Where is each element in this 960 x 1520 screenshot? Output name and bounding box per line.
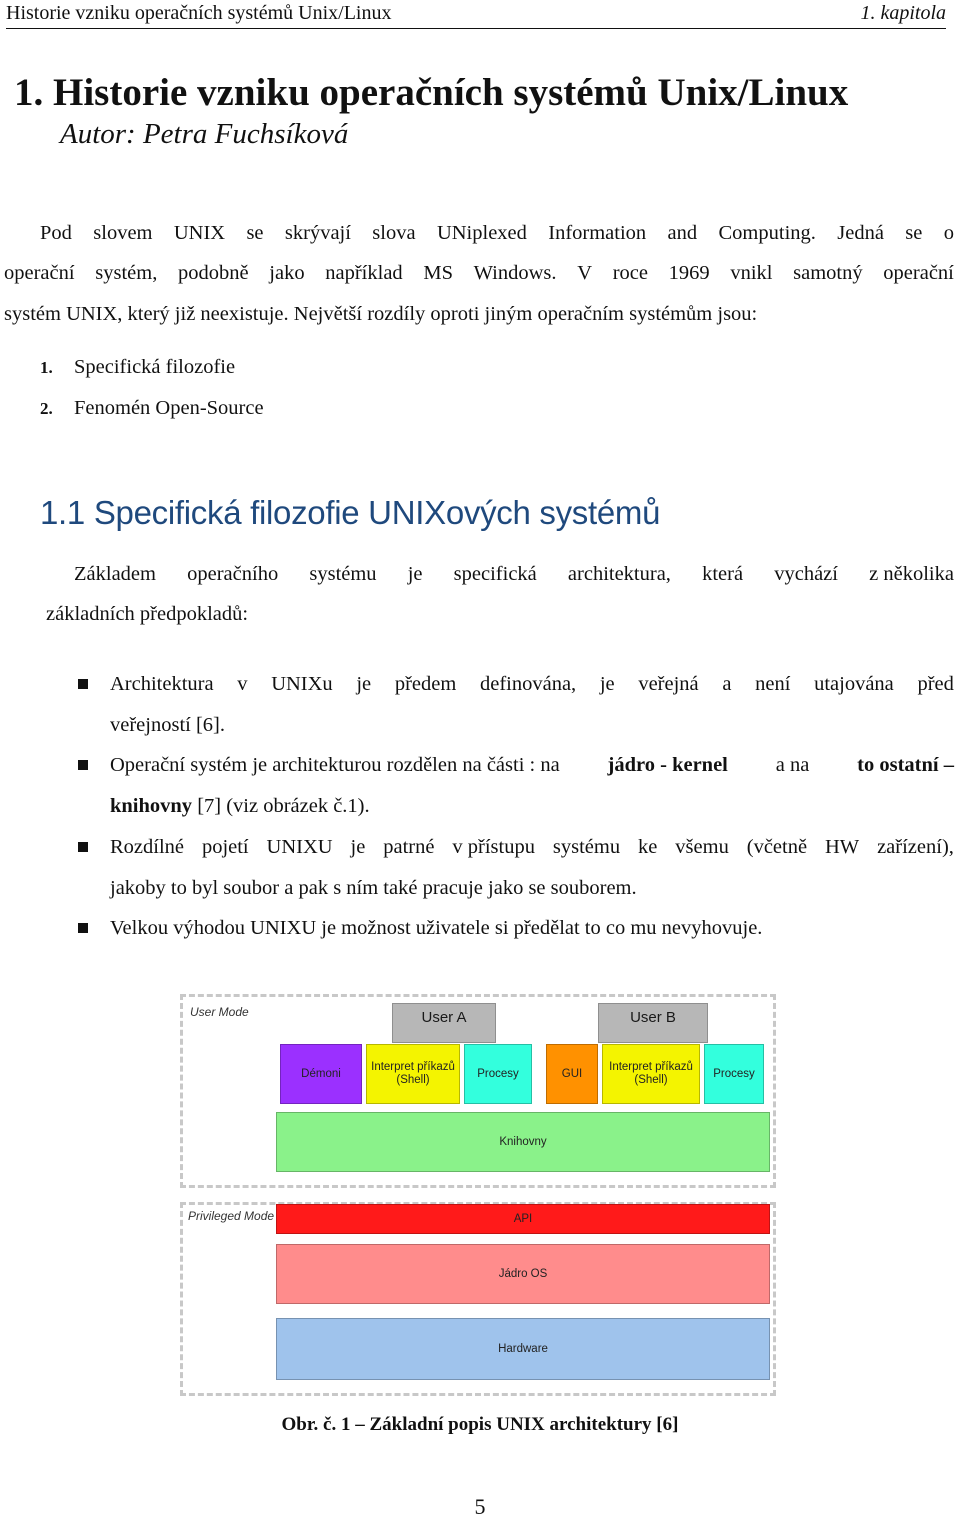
word: UNIXu (271, 673, 333, 695)
kernel-block: Jádro OS (276, 1244, 770, 1304)
word: UNIX (173, 222, 226, 244)
bullet-2-text: a na (775, 754, 810, 776)
word: je (350, 836, 366, 858)
bullet-3-line-2: jakoby to byl soubor a pak s ním také pracuje jako se souborem. (110, 877, 637, 899)
word: patrné (383, 836, 435, 858)
word: Rozdílné (110, 836, 185, 858)
intro-line-1 (40, 222, 954, 245)
bullet-2-line-2 (110, 795, 370, 818)
word: Jedná (837, 222, 884, 244)
word: slovem (93, 222, 153, 244)
word: například (325, 262, 403, 284)
daemons-block: Démoni (280, 1044, 362, 1104)
header-chapter: 1. kapitola (860, 2, 946, 24)
word: V (577, 262, 593, 284)
word: operační (883, 262, 954, 284)
word: před (917, 673, 954, 695)
word: HW (825, 836, 860, 858)
word: veřejná (638, 673, 699, 695)
word: jako (269, 262, 305, 284)
word: je (356, 673, 372, 695)
shell-b-block: Interpret příkazů (Shell) (602, 1044, 700, 1104)
word: pojetí (201, 836, 249, 858)
bullet-2-line-1 (110, 754, 954, 777)
section-para-line-2: základních předpokladů: (46, 603, 249, 625)
word: 1969 (668, 262, 710, 284)
word: která (702, 563, 744, 585)
word: and (667, 222, 698, 244)
bullet-2-bold-kernel: jádro - kernel (607, 754, 728, 776)
word: slova (372, 222, 416, 244)
word: (včetně (746, 836, 808, 858)
user-b-label: User B (630, 1009, 676, 1026)
word: je (599, 673, 615, 695)
word: Computing. (718, 222, 816, 244)
intro-line-2 (4, 262, 954, 285)
bullet-marker (78, 760, 88, 770)
word: MS (423, 262, 453, 284)
word: Information (548, 222, 647, 244)
word: Windows. (473, 262, 557, 284)
libraries-block: Knihovny (276, 1112, 770, 1172)
word: architektura, (567, 563, 671, 585)
word: UNIXU (266, 836, 333, 858)
word: utajována (814, 673, 894, 695)
running-header (6, 0, 946, 29)
word: podobně (178, 262, 249, 284)
word: samotný (793, 262, 863, 284)
word: se (246, 222, 264, 244)
word: skrývají (284, 222, 351, 244)
architecture-figure (170, 990, 780, 1398)
word: je (407, 563, 423, 585)
bullet-marker (78, 679, 88, 689)
header-title: Historie vzniku operačních systémů Unix/Linux (6, 2, 392, 24)
word: roce (612, 262, 648, 284)
bullet-2-bold-libraries: knihovny (110, 795, 193, 817)
user-a-label: User A (421, 1009, 467, 1026)
word: z několika (869, 563, 954, 585)
word: v (237, 673, 248, 695)
word: Pod (40, 222, 72, 244)
word: a (722, 673, 732, 695)
word: systému (309, 563, 377, 585)
intro-line-3: systém UNIX, který již neexistuje. Největší rozdíly oproti jiným operačním systémům jsou: (4, 303, 758, 325)
word: se (905, 222, 923, 244)
word: systému (552, 836, 621, 858)
word: operační (4, 262, 75, 284)
word: Základem (74, 563, 156, 585)
word: specifická (453, 563, 537, 585)
list-number: 1. (40, 358, 53, 377)
processes-b-block: Procesy (704, 1044, 764, 1104)
word: Architektura (110, 673, 214, 695)
word: zařízení), (877, 836, 954, 858)
word: UNiplexed (436, 222, 527, 244)
word: všemu (675, 836, 729, 858)
list-item (40, 356, 235, 379)
figure-caption: Obr. č. 1 – Základní popis UNIX architektury [6] (281, 1414, 679, 1435)
shell-a-block: Interpret příkazů (Shell) (366, 1044, 460, 1104)
user-b-header (598, 1003, 708, 1043)
word: není (755, 673, 791, 695)
word: definována, (479, 673, 577, 695)
bullet-4-line-1: Velkou výhodou UNIXU je možnost uživatele si předělat to co mu nevyhovuje. (110, 917, 763, 939)
bullet-marker (78, 842, 88, 852)
section-para-line-1 (74, 563, 954, 586)
bullet-2-text: Operační systém je architekturou rozdělen na části : na (110, 754, 560, 776)
word: ke (638, 836, 658, 858)
api-block: API (276, 1204, 770, 1234)
bullet-2-bold-rest: to ostatní – (857, 754, 954, 776)
word: systém, (95, 262, 158, 284)
list-text: Fenomén Open-Source (74, 397, 264, 419)
document-title: 1. Historie vzniku operačních systémů Unix/Linux (14, 71, 849, 114)
word: operačního (187, 563, 279, 585)
list-number: 2. (40, 399, 53, 418)
user-a-header (392, 1003, 496, 1043)
section-heading: 1.1 Specifická filozofie UNIXových systémů (40, 494, 661, 531)
bullet-3-line-1 (110, 836, 954, 859)
processes-a-block: Procesy (464, 1044, 532, 1104)
word: vychází (774, 563, 838, 585)
document-author: Autor: Petra Fuchsíková (60, 118, 349, 150)
list-item (40, 397, 264, 420)
privileged-mode-label: Privileged Mode (188, 1209, 275, 1223)
page-number: 5 (474, 1494, 486, 1519)
word: v přístupu (452, 836, 535, 858)
list-text: Specifická filozofie (74, 356, 236, 378)
word: vnikl (730, 262, 773, 284)
word: předem (394, 673, 457, 695)
bullet-2-text: [7] (viz obrázek č.1). (197, 795, 370, 817)
bullet-1-line-2: veřejností [6]. (110, 714, 225, 736)
bullet-marker (78, 923, 88, 933)
word: o (943, 222, 954, 244)
user-mode-label: User Mode (190, 1005, 249, 1019)
gui-block: GUI (546, 1044, 598, 1104)
bullet-1-line-1 (110, 673, 954, 696)
hardware-block: Hardware (276, 1318, 770, 1380)
